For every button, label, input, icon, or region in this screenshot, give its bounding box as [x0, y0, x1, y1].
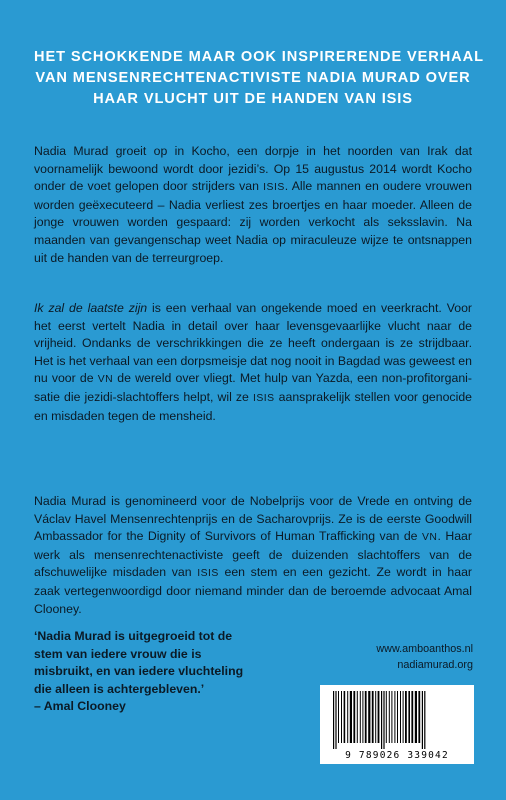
barcode-bar	[422, 691, 423, 749]
barcode-bar	[411, 691, 413, 743]
paragraph-text: . Alle mannen en oudere vrouwen worden geëxecuteerd – Nadia verliest zes broertjes en haar moeder. Alleen de jonge vrouwen worden gespaard: zij worden verkocht als seksslavin. Na maanden van gevangenschap weet Nadia op miraculeuze wijze te ontsnappen uit de handen van de terreurgroep.	[34, 179, 472, 265]
barcode-bar	[341, 691, 342, 743]
barcode-bar	[378, 691, 380, 743]
vn-abbreviation: VN	[97, 374, 114, 386]
book-title: Ik zal de laatste zijn	[34, 301, 148, 315]
isbn-number: 9 789026 339042	[345, 750, 449, 761]
quote-line: stem van iedere vrouw die is	[34, 646, 202, 661]
isis-abbreviation: ISIS	[252, 392, 275, 404]
paragraph-text: Nadia Murad groeit op in Kocho, een dorpje in het noorden van Irak dat voornamelijk bewoond wordt door jezidi’s. Op 15 augustus 2014 wordt Kocho onder de voet gelopen door strijders van	[34, 144, 472, 194]
barcode-bar	[405, 691, 407, 743]
isbn-barcode	[320, 685, 474, 764]
barcode-bar	[424, 691, 425, 749]
barcode-bar	[391, 691, 392, 743]
barcode-bar	[375, 691, 376, 743]
quote-line: ‘Nadia Murad is uitgegroeid tot de	[34, 629, 233, 643]
paragraph-text: aansprakelijk stellen voor genocide en misdaden tegen de mensheid.	[34, 389, 472, 423]
endorsement-quote	[34, 628, 274, 716]
headline-line: HET SCHOKKENDE MAAR OOK INSPIRERENDE VERHAAL	[34, 49, 484, 65]
isis-abbreviation: ISIS	[197, 568, 219, 580]
barcode-bar	[362, 691, 363, 743]
isis-abbreviation: ISIS	[263, 182, 285, 194]
blurb-paragraph-1	[34, 143, 472, 267]
barcode-bar	[353, 691, 355, 743]
barcode-bar	[386, 691, 387, 743]
barcode-bar	[335, 691, 336, 749]
paragraph-text: is een verhaal van ongekende moed en veerkracht. Voor het eerst vertelt Nadia in detail over haar levensgevaarlijke vlucht naar de vrijheid. Ondanks de verschrikkingen die ze heeft ondergaan is ze strijdbaar. Het is het verhaal van een dorpsmeisje dat nog nooit in Bagdad was geweest en nu voor de	[34, 301, 472, 386]
paragraph-text: . Haar werk als mensenrechtenactiviste geeft de duizenden slachtoffers van de afschuwelijke misdaden van	[34, 529, 472, 580]
barcode-bar	[365, 691, 367, 743]
barcode-bar	[338, 691, 339, 743]
barcode-bar	[381, 691, 382, 749]
quote-line: misbruikt, en van iedere vluchteling	[34, 664, 244, 679]
publisher-url: www.amboanthos.nl	[376, 643, 473, 655]
quote-author: – Amal Clooney	[34, 699, 126, 714]
barcode-bar	[389, 691, 390, 743]
quote-line: die alleen is achtergebleven.’	[34, 681, 205, 696]
barcode-bar	[418, 691, 420, 743]
barcode-bar	[383, 691, 384, 749]
barcode-bars-icon	[333, 691, 461, 749]
headline-line: HAAR VLUCHT UIT DE HANDEN VAN ISIS	[93, 91, 413, 107]
barcode-bar	[368, 691, 370, 743]
barcode-bar	[372, 691, 374, 743]
website-links	[300, 641, 473, 673]
barcode-bar	[415, 691, 417, 743]
paragraph-text: een stem en een gezicht. Ze wordt in haar zaak vertegenwoordigd door niemand minder dan de beroemde advocaat Amal Clooney.	[34, 565, 472, 616]
barcode-bar	[344, 691, 346, 743]
author-url: nadiamurad.org	[397, 659, 473, 671]
paragraph-text: de wereld over vliegt. Met hulp van Yazda, een non-profitorganisatie die jezidi-slachtoffers helpt, wil ze	[34, 371, 473, 404]
barcode-bar	[333, 691, 334, 749]
vn-abbreviation: VN	[422, 532, 438, 544]
barcode-bar	[394, 691, 395, 743]
blurb-paragraph-2	[34, 300, 472, 425]
barcode-bar	[350, 691, 352, 743]
barcode-bar	[400, 691, 401, 743]
headline-line: VAN MENSENRECHTENACTIVISTE NADIA MURAD OVER	[35, 70, 471, 86]
barcode-bar	[397, 691, 398, 743]
back-cover-headline	[34, 47, 484, 110]
barcode-bar	[408, 691, 410, 743]
barcode-bar	[347, 691, 348, 743]
blurb-paragraph-3	[34, 493, 472, 618]
barcode-bar	[357, 691, 358, 743]
barcode-bar	[403, 691, 404, 743]
paragraph-text: Nadia Murad is genomineerd voor de Nobelprijs voor de Vrede en ontving de Václav Havel Mensenrechtenprijs en de Sacharovprijs. Ze is de eerste Goodwill Ambassador for the Dignity of Survivors of Human Trafficking van de	[34, 494, 472, 544]
barcode-bar	[360, 691, 361, 743]
